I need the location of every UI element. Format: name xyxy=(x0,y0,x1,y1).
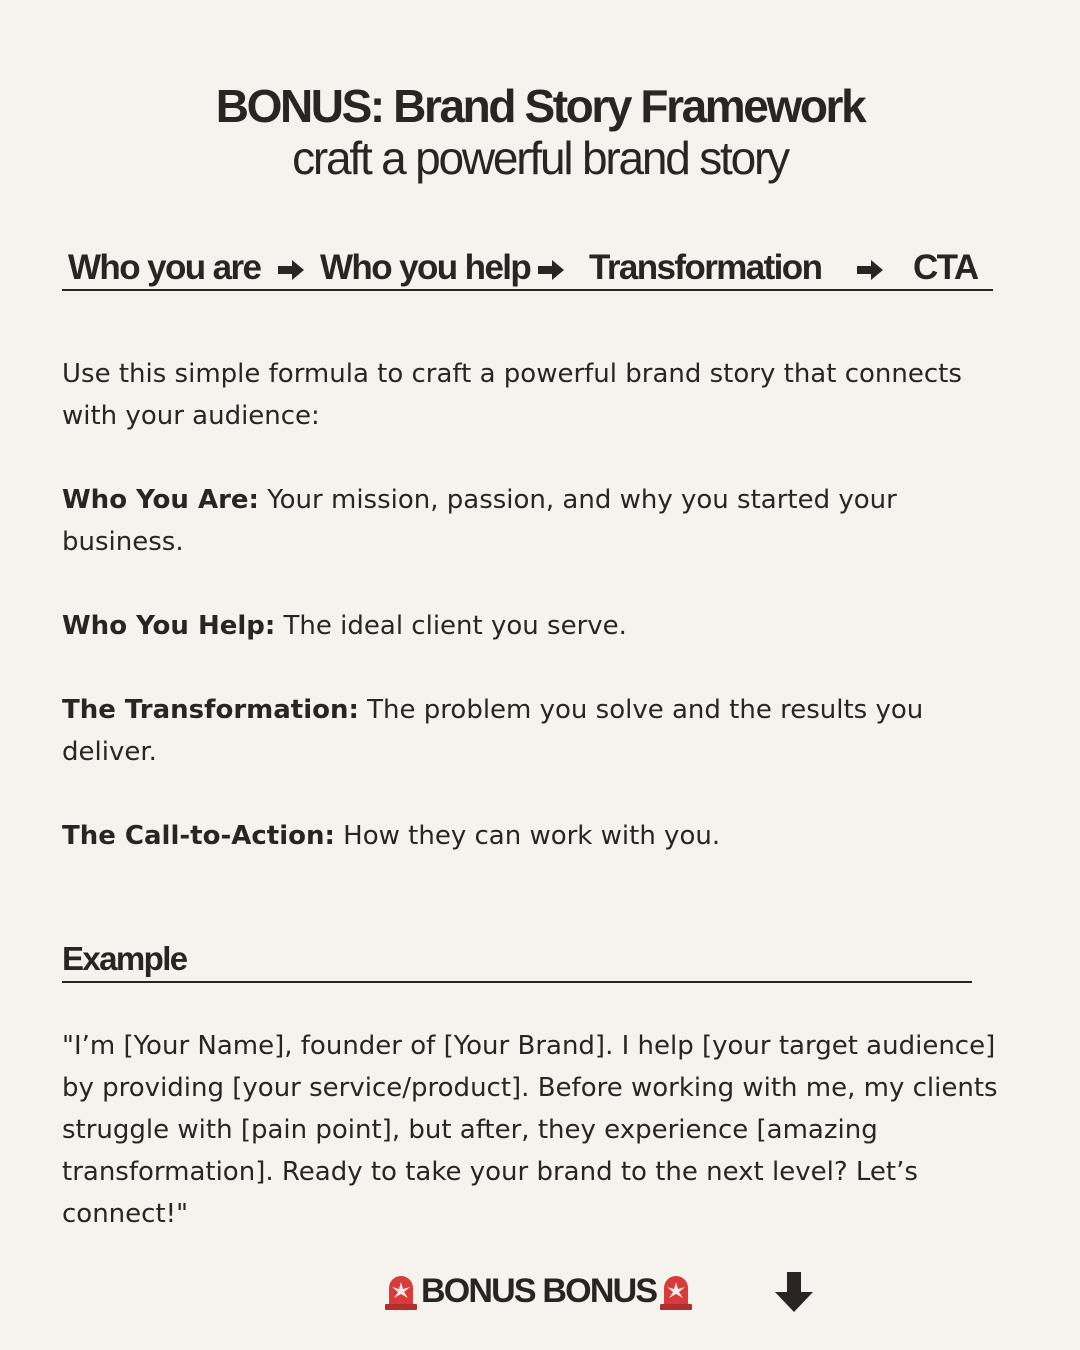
section-who-you-help xyxy=(62,605,1002,647)
section-text: How they can work with you. xyxy=(334,821,721,851)
page-title: BONUS: Brand Story Framework xyxy=(215,80,865,132)
section-who-you-are xyxy=(62,479,1002,563)
example-heading: Example xyxy=(62,940,187,977)
down-arrow-icon xyxy=(772,1270,816,1314)
section-transformation xyxy=(62,689,1002,773)
step-cta: CTA xyxy=(913,248,978,287)
section-text: Your mission, passion, and why you started your business. xyxy=(62,485,897,557)
footer-label: BONUS BONUS xyxy=(421,1272,657,1310)
section-text: The problem you solve and the results you deliver. xyxy=(62,695,924,767)
right-arrow-icon xyxy=(536,258,566,282)
step-who-you-help: Who you help xyxy=(320,248,531,287)
section-label: The Transformation: xyxy=(62,695,359,725)
step-who-you-are: Who you are xyxy=(68,248,261,287)
step-transformation: Transformation xyxy=(589,248,822,287)
steps-divider xyxy=(62,289,993,291)
siren-icon xyxy=(383,1272,419,1310)
example-divider xyxy=(62,981,972,983)
section-call-to-action xyxy=(62,815,1002,857)
footer-bonus xyxy=(383,1266,694,1316)
siren-icon xyxy=(658,1272,694,1310)
section-label: Who You Are: xyxy=(62,485,259,515)
example-quote: "I’m [Your Name], founder of [Your Brand]. I help [your target audience] by providing [your service/product]. Before working with me, my clients struggle with [pain point], but after, they experience [amazing transformation]. Ready to take your brand to the next level? Let’s connect!" xyxy=(62,1031,998,1229)
page-subtitle: craft a powerful brand story xyxy=(292,132,788,184)
section-label: Who You Help: xyxy=(62,611,276,641)
right-arrow-icon xyxy=(276,258,306,282)
section-label: The Call-to-Action: xyxy=(62,821,335,851)
intro-text: Use this simple formula to craft a powerful brand story that connects with your audience: xyxy=(62,359,962,431)
section-text: The ideal client you serve. xyxy=(275,611,627,641)
framework-steps xyxy=(62,244,992,292)
right-arrow-icon xyxy=(855,258,885,282)
